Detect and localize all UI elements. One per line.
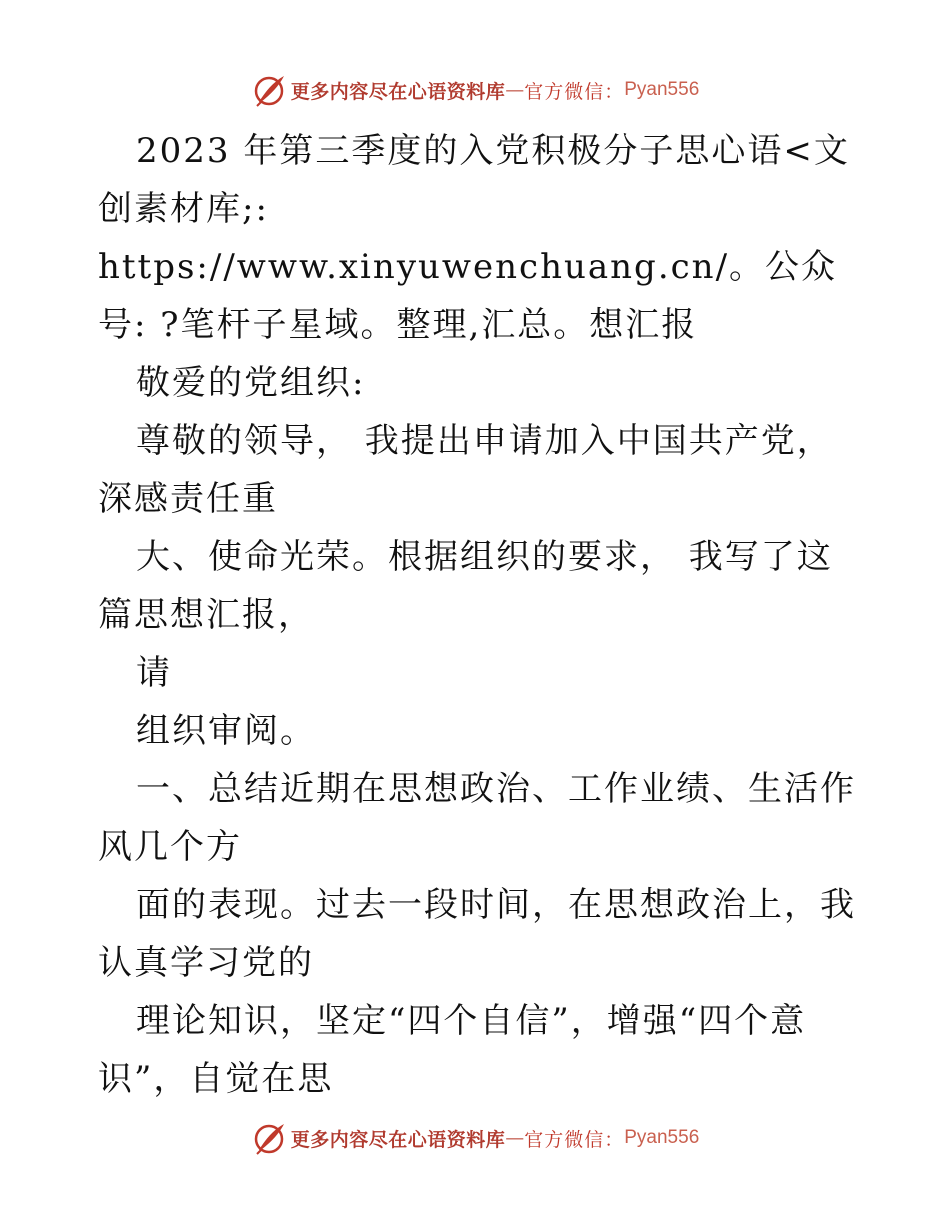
banner-main-text: 更多内容尽在心语资料库 (290, 80, 506, 103)
paragraph-body: 一、总结近期在思想政治、工作业绩、生活作风几个方 (98, 769, 856, 867)
paragraph-body: 组织审阅。 (136, 711, 316, 751)
banner-main-text: 更多内容尽在心语资料库 (290, 1128, 506, 1151)
paragraph-body: 大、使命光荣。根据组织的要求， 我写了这篇思想汇报， (98, 537, 833, 635)
header-banner (0, 70, 950, 110)
paragraph-body: 理论知识，坚定“四个自信”，增强“四个意识”，自觉在思 (98, 1001, 807, 1099)
banner-sub-text: 官方微信： (524, 80, 625, 103)
paragraph-title: 2023 年第三季度的入党积极分子思心语<文创素材库;: https://www.xinyuwenchuang.cn/。公众号: ?笔杆子星域。整理,汇总。想汇报 (98, 131, 850, 345)
banner-separator: — (505, 1127, 525, 1149)
banner-separator: — (505, 79, 525, 101)
paragraph-body: 尊敬的领导， 我提出申请加入中国共产党，深感责任重 (98, 421, 833, 519)
feather-pen-logo-icon (251, 72, 287, 108)
paragraph-salutation: 敬爱的党组织: (136, 363, 366, 403)
banner-wechat-id: Pyan556 (624, 79, 700, 100)
footer-banner (0, 1118, 950, 1158)
banner-wechat-id: Pyan556 (624, 1127, 700, 1148)
document-body (98, 122, 858, 1108)
paragraph-body: 面的表现。过去一段时间，在思想政治上，我认真学习党的 (98, 885, 856, 983)
paragraph-body: 请 (136, 653, 172, 693)
feather-pen-logo-icon (251, 1120, 287, 1156)
banner-sub-text: 官方微信： (524, 1128, 625, 1151)
